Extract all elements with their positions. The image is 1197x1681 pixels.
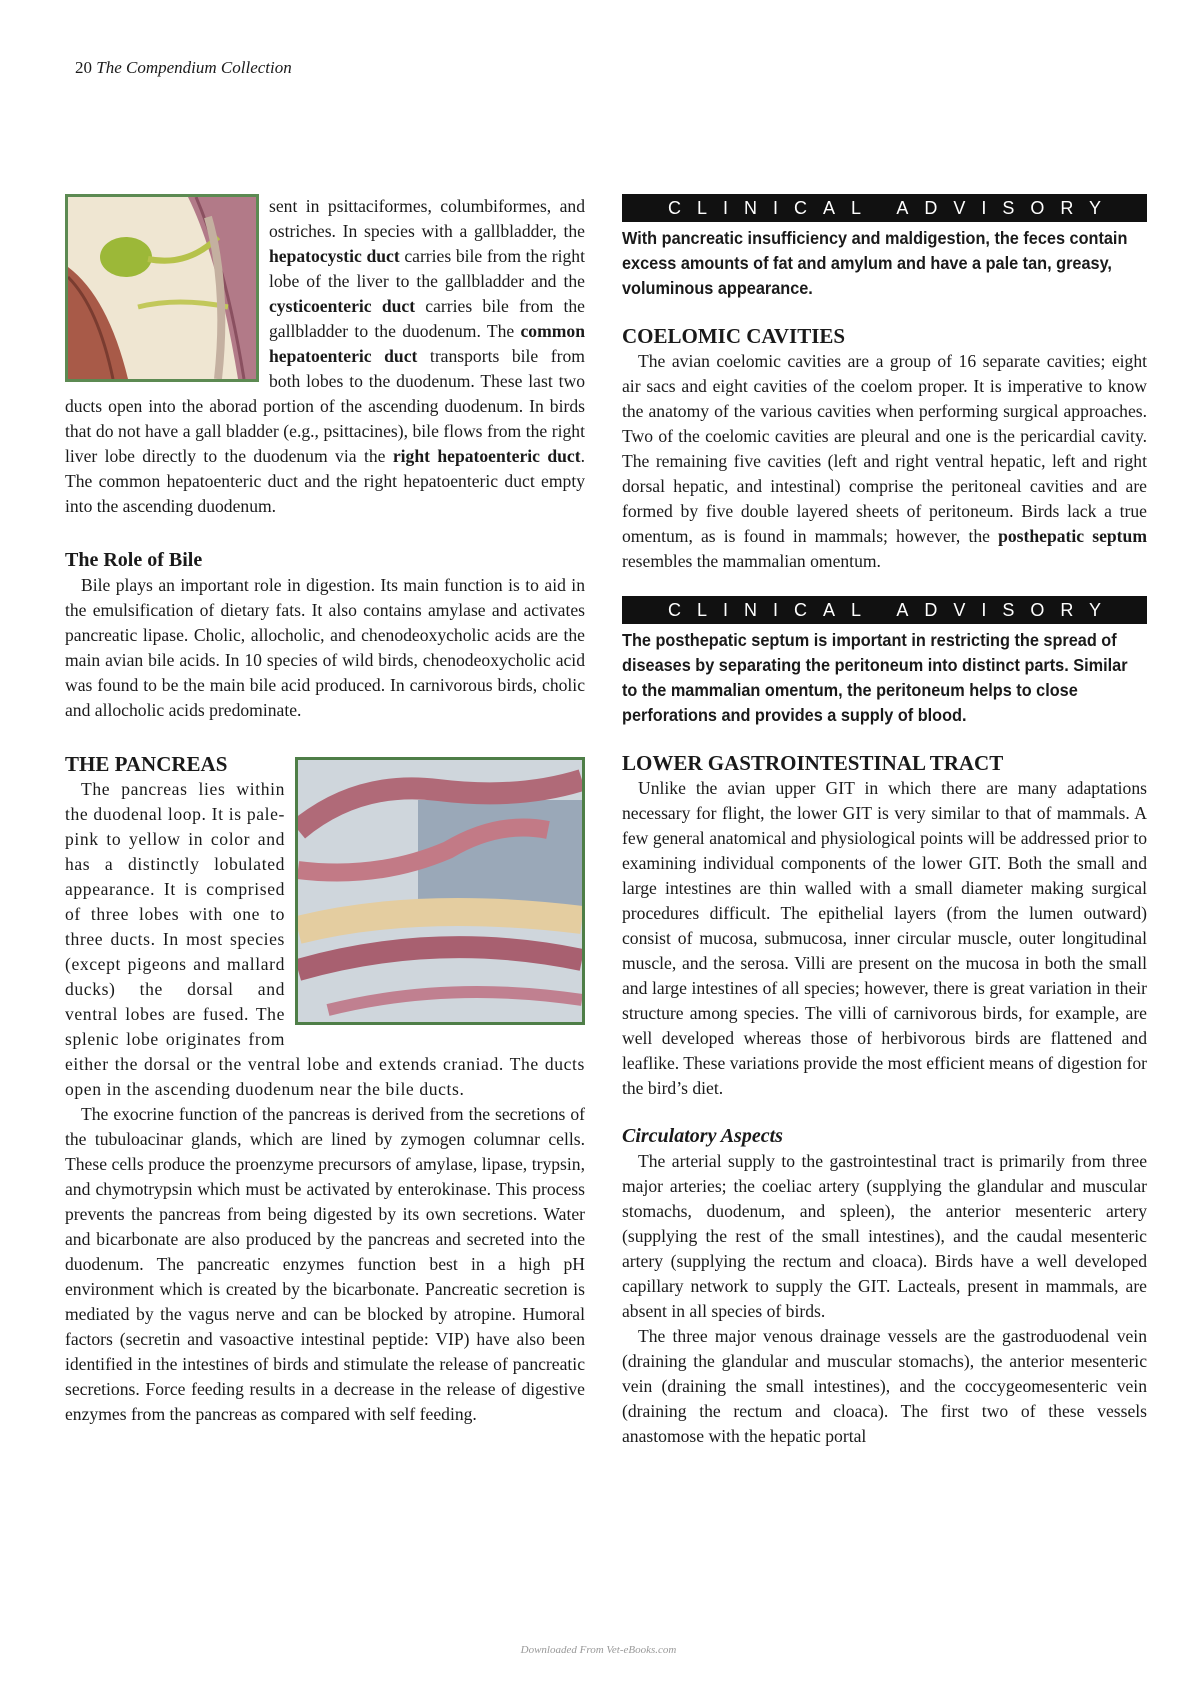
- pancreas-heading: THE PANCREAS: [65, 752, 228, 776]
- right-column: [622, 194, 1147, 1449]
- pancreas-illustration: [295, 757, 585, 1025]
- page-number: 20: [75, 58, 92, 77]
- pancreas-paragraph-1: The pancreas lies within the duodenal loop. It is pale-pink to yellow in color and has a distinctly lobulated appearance. It is comprised of three lobes with one to three ducts. In most species (except pigeons and mallard ducks) the dorsal and ventral lobes are fused. The splenic lobe originates from either the dorsal or the ventral lobe and extends craniad. The ducts open in the ascending duodenum near the bile ducts.: [65, 779, 585, 1099]
- role-of-bile-paragraph: Bile plays an important role in digestion. Its main function is to aid in the emulsification of dietary fats. It also contains amylase and activates pancreatic lipase. Cholic, allocholic, and chenodeoxycholic acids are the main avian bile acids. In 10 species of wild birds, chenodeoxycholic acid was found to be the main bile acid produced. In carnivorous birds, cholic and allocholic acids predominate.: [65, 575, 585, 720]
- bile-ducts-paragraph: sent in psittaciformes, columbiformes, and ostriches. In species with a gallbladder, the hepatocystic duct carries bile from the right lobe of the liver to the gallbladder and the cysticoenteric duct carries bile from the gallbladder to the duodenum. The common hepatoenteric duct transports bile from both lobes to the duodenum. These last two ducts open into the aborad portion of the ascending duodenum. In birds that do not have a gall bladder (e.g., psittacines), bile flows from the right liver lobe directly to the duodenum via the right hepatoenteric duct. The common hepatoenteric duct and the right hepatoenteric duct empty into the ascending duodenum.: [65, 196, 585, 516]
- role-of-bile-heading: The Role of Bile: [65, 549, 203, 571]
- left-column: [65, 194, 585, 1427]
- lower-git-paragraph: Unlike the avian upper GIT in which there are many adaptations necessary for flight, the lower GIT is very similar to that of mammals. A few general anatomical and physiological points will be addressed prior to examining individual components of the lower GIT. Both the small and large intestines are thin walled with a small diameter making surgical procedures difficult. The epithelial layers (from the lumen outward) consist of mucosa, submucosa, inner circular muscle, outer longitudinal muscle, and the serosa. Villi are present on the mucosa in both the small and large intestines of all species; however, there is great variation in their structure among species. The villi of carnivorous birds, for example, are well developed whereas those of herbivorous birds are flattened and leaflike. These variations provide the most efficient means of digestion for the bird’s diet.: [622, 778, 1147, 1098]
- running-head: [75, 58, 292, 78]
- clinical-advisory-2: [622, 596, 1147, 728]
- advisory-text: The posthepatic septum is important in restricting the spread of diseases by separating the peritoneum into distinct parts. Similar to the mammalian omentum, the peritoneum helps to close perforations and provides a supply of blood.: [622, 630, 1128, 725]
- watermark: Downloaded From Vet-eBooks.com: [520, 1644, 677, 1656]
- circulatory-aspects-heading: Circulatory Aspects: [622, 1125, 783, 1147]
- advisory-label: CLINICAL ADVISORY: [622, 596, 1147, 624]
- lower-git-heading: LOWER GASTROINTESTINAL TRACT: [622, 751, 1004, 775]
- publication-title: The Compendium Collection: [96, 58, 292, 77]
- pancreas-paragraph-2: The exocrine function of the pancreas is derived from the secretions of the tubuloacinar glands, which are lined by zymogen columnar cells. These cells produce the proenzyme precursors of amylase, lipase, trypsin, and chymotrypsin which must be activated by enterokinase. This process prevents the pancreas from being digested by its own secretions. Water and bicarbonate are also produced by the pancreas and secreted into the duodenum. The pancreatic enzymes function best in a high pH environment which is created by the bicarbonate. Pancreatic secretion is mediated by the vagus nerve and can be blocked by atropine. Humoral factors (secretin and vasoactive intestinal peptide: VIP) have also been identified in the intestines of birds and stimulate the release of pancreatic secretions. Force feeding results in a decrease in the release of digestive enzymes from the pancreas as compared with self feeding.: [65, 1104, 585, 1424]
- advisory-label: CLINICAL ADVISORY: [622, 194, 1147, 222]
- coelomic-cavities-heading: COELOMIC CAVITIES: [622, 324, 846, 348]
- clinical-advisory-1: [622, 194, 1147, 301]
- advisory-text: With pancreatic insufficiency and maldigestion, the feces contain excess amounts of fat and amylum and have a pale tan, greasy, voluminous appearance.: [622, 228, 1128, 298]
- coelomic-cavities-paragraph: The avian coelomic cavities are a group of 16 separate cavities; eight air sacs and eight cavities of the coelom proper. It is imperative to know the anatomy of the various cavities when performing surgical approaches. Two of the coelomic cavities are pleural and one is the pericardial cavity. The remaining five cavities (left and right ventral hepatic, left and right dorsal hepatic, and intestinal) comprise the peritoneal cavities and are formed by five double layered sheets of peritoneum. Birds lack a true omentum, as is found in mammals; however, the posthepatic septum resembles the mammalian omentum.: [622, 351, 1147, 571]
- gallbladder-illustration: [65, 194, 259, 382]
- circulatory-paragraph-2: The three major venous drainage vessels are the gastroduodenal vein (draining the glandular and muscular stomachs), the anterior mesenteric vein (draining the small intestines), and the coccygeomesenteric vein (draining the rectum and cloaca). The first two of these vessels anastomose with the hepatic portal: [622, 1326, 1147, 1446]
- circulatory-paragraph-1: The arterial supply to the gastrointestinal tract is primarily from three major arteries; the coeliac artery (supplying the glandular and muscular stomachs, duodenum, and spleen), the anterior mesenteric artery (supplying the rest of the small intestines), and the caudal mesenteric artery (supplying the rectum and cloaca). Birds have a well developed capillary network to supply the GIT. Lacteals, present in mammals, are absent in all species of birds.: [622, 1151, 1147, 1321]
